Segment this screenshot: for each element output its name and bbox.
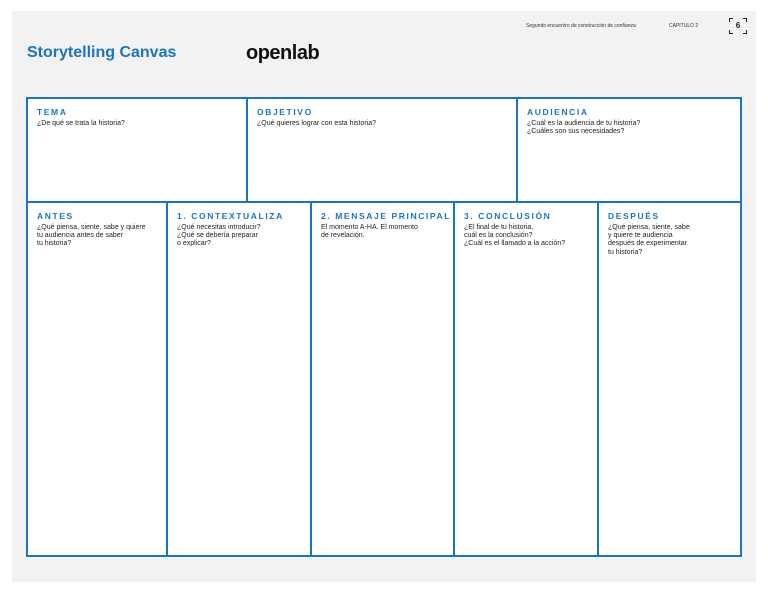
cell-description: ¿Cuál es la audiencia de tu historia? ¿Cuáles son sus necesidades? bbox=[527, 120, 641, 136]
cell-description: El momento A-HA. El momento de revelación. bbox=[321, 224, 418, 240]
cell-title: ANTES bbox=[37, 211, 74, 221]
cell-title: 3. CONCLUSIÓN bbox=[464, 211, 552, 221]
cell-description: ¿Qué piensa, siente, sabe y quiere te audiencia después de experimentar tu historia? bbox=[608, 224, 690, 256]
page-number-value: 6 bbox=[735, 21, 741, 30]
cell-objetivo bbox=[248, 99, 518, 203]
cell-title: 2. MENSAJE PRINCIPAL bbox=[321, 211, 452, 221]
cell-contextualiza bbox=[168, 203, 312, 555]
storytelling-canvas bbox=[26, 97, 742, 557]
brand-logo: openlab bbox=[246, 42, 320, 64]
cell-tema bbox=[28, 99, 248, 203]
cell-description: ¿Qué necesitas introducir? ¿Qué se debería preparar o explicar? bbox=[177, 224, 261, 248]
chapter-label: CAPITULO 2 bbox=[669, 23, 699, 29]
cell-despues bbox=[599, 203, 740, 555]
page-title: Storytelling Canvas bbox=[27, 44, 177, 61]
cell-title: OBJETIVO bbox=[257, 107, 313, 117]
cell-title: AUDIENCIA bbox=[527, 107, 589, 117]
page-number bbox=[729, 18, 747, 34]
cell-audiencia bbox=[518, 99, 740, 203]
cell-description: ¿Qué piensa, siente, sabe y quiere tu audiencia antes de saber tu historia? bbox=[37, 224, 146, 248]
cell-description: ¿De qué se trata la historia? bbox=[37, 120, 125, 127]
cell-antes bbox=[28, 203, 168, 555]
cell-mensaje-principal bbox=[312, 203, 455, 555]
cell-conclusion bbox=[455, 203, 599, 555]
cell-description: ¿Qué quieres lograr con esta historia? bbox=[257, 120, 377, 127]
cell-title: DESPUÉS bbox=[608, 211, 660, 221]
header-subtitle: Segundo encuentro de construcción de confianza bbox=[526, 23, 636, 29]
cell-description: ¿El final de tu historia, cuál es la conclusión? ¿Cuál es el llamado a la acción? bbox=[464, 224, 566, 248]
cell-title: TEMA bbox=[37, 107, 68, 117]
cell-title: 1. CONTEXTUALIZA bbox=[177, 211, 284, 221]
